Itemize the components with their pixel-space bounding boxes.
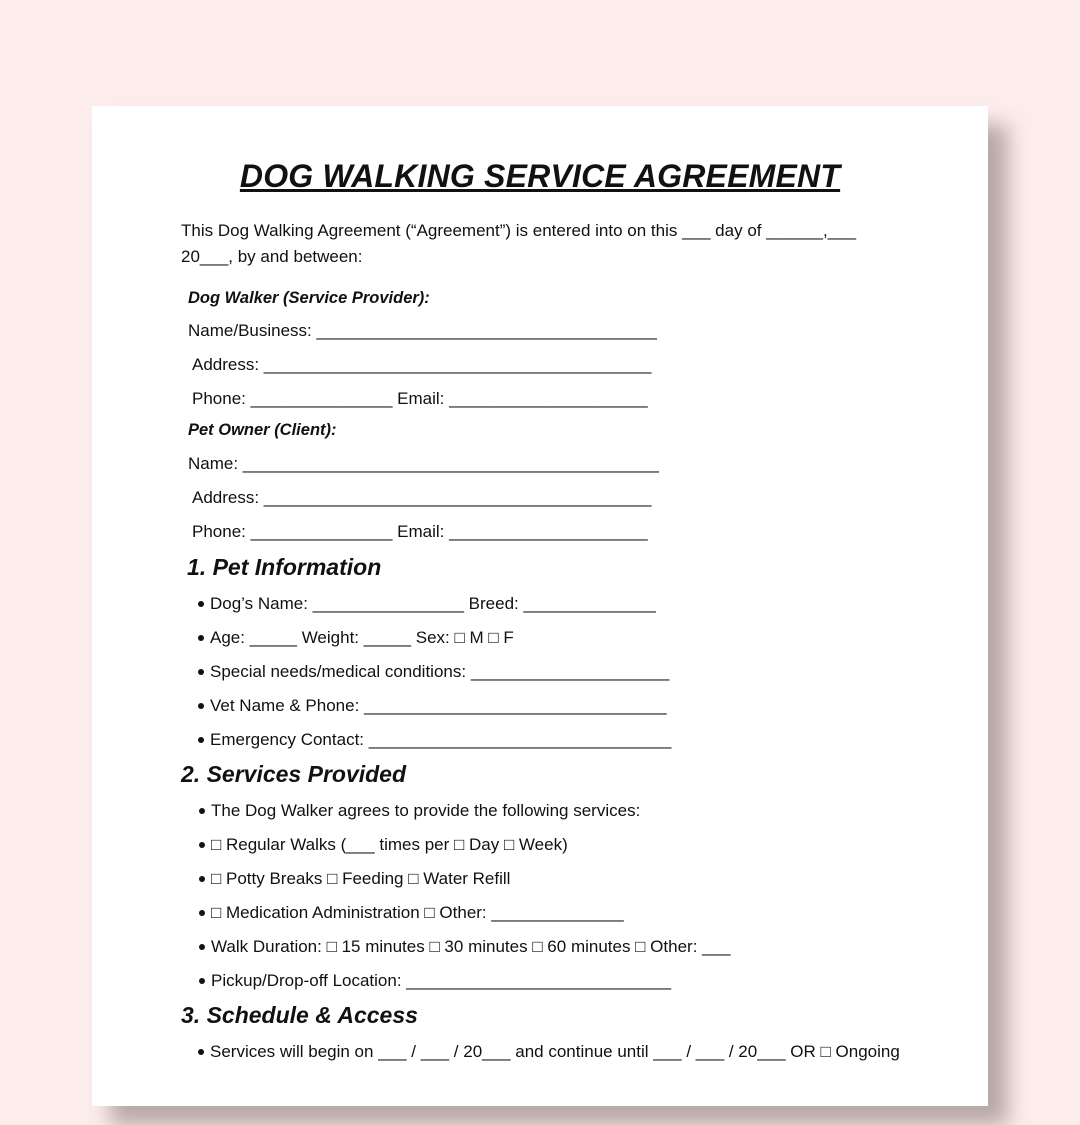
- medication-other-options[interactable]: □ Medication Administration □ Other: ______________: [211, 903, 624, 922]
- bullet: [198, 635, 204, 641]
- document-title: DOG WALKING SERVICE AGREEMENT: [239, 158, 841, 194]
- section-heading-pet-information: 1. Pet Information: [187, 554, 382, 580]
- walker-address-field[interactable]: Address: _________________________________________: [192, 355, 652, 374]
- bullet: [199, 910, 205, 916]
- pet-name-breed-field[interactable]: Dog’s Name: ________________ Breed: ______________: [210, 594, 656, 613]
- bullet: [199, 842, 205, 848]
- potty-feeding-water-options[interactable]: □ Potty Breaks □ Feeding □ Water Refill: [211, 869, 511, 888]
- regular-walks-option[interactable]: □ Regular Walks (___ times per □ Day □ Week): [211, 835, 568, 854]
- bullet: [198, 669, 204, 675]
- walker-contact-field[interactable]: Phone: _______________ Email: _____________________: [192, 389, 648, 408]
- section-heading-services-provided: 2. Services Provided: [181, 761, 407, 787]
- emergency-contact-field[interactable]: Emergency Contact: ________________________________: [210, 730, 672, 749]
- walker-name-field[interactable]: Name/Business: ____________________________________: [188, 321, 657, 340]
- owner-address-field[interactable]: Address: _________________________________________: [192, 488, 652, 507]
- pickup-location-field[interactable]: Pickup/Drop-off Location: ____________________________: [211, 971, 672, 990]
- pet-owner-heading: Pet Owner (Client):: [188, 421, 337, 439]
- services-intro-text: The Dog Walker agrees to provide the following services:: [211, 801, 641, 820]
- bullet: [198, 1049, 204, 1055]
- bullet: [198, 703, 204, 709]
- bullet: [198, 737, 204, 743]
- owner-name-field[interactable]: Name: ____________________________________________: [188, 454, 659, 473]
- bullet: [199, 944, 205, 950]
- section-heading-schedule-access: 3. Schedule & Access: [181, 1002, 418, 1028]
- bullet: [199, 808, 205, 814]
- bullet: [199, 978, 205, 984]
- dog-walker-heading: Dog Walker (Service Provider):: [188, 289, 430, 307]
- walk-duration-options[interactable]: Walk Duration: □ 15 minutes □ 30 minutes □ 60 minutes □ Other: ___: [211, 937, 731, 956]
- special-needs-field[interactable]: Special needs/medical conditions: _____________________: [210, 662, 670, 681]
- owner-contact-field[interactable]: Phone: _______________ Email: _____________________: [192, 522, 648, 541]
- pet-age-weight-sex-field[interactable]: Age: _____ Weight: _____ Sex: □ M □ F: [210, 628, 514, 647]
- vet-name-phone-field[interactable]: Vet Name & Phone: ________________________________: [210, 696, 667, 715]
- intro-line-2: 20___, by and between:: [181, 247, 363, 266]
- agreement-page: [92, 106, 988, 1106]
- service-dates-field[interactable]: Services will begin on ___ / ___ / 20___ and continue until ___ / ___ / 20___ OR □ Ongoing: [210, 1042, 900, 1061]
- intro-line-1: This Dog Walking Agreement (“Agreement”) is entered into on this ___ day of ______,___: [181, 221, 857, 240]
- bullet: [198, 601, 204, 607]
- bullet: [199, 876, 205, 882]
